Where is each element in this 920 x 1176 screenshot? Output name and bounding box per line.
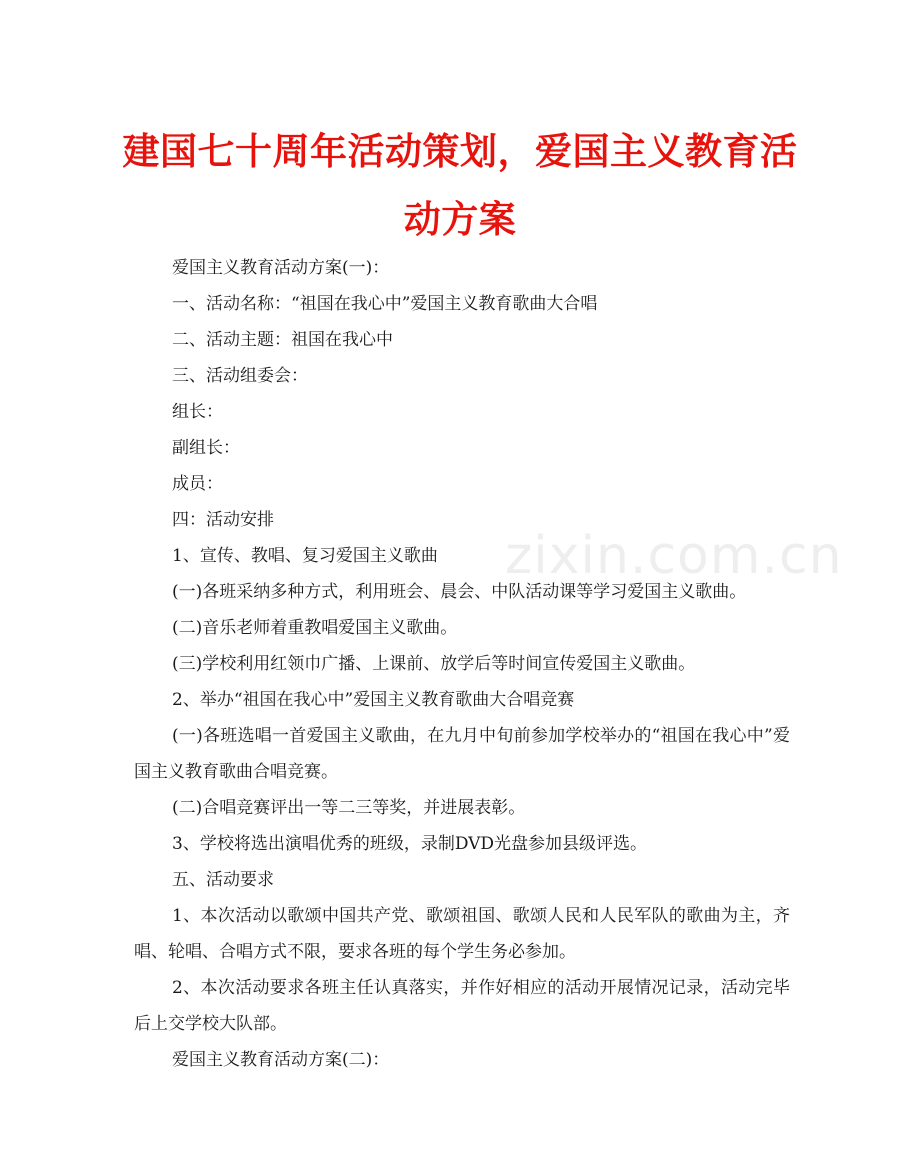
- paragraph: 3、学校将选出演唱优秀的班级，录制DVD光盘参加县级评选。: [172, 834, 648, 854]
- paragraph: 一、活动名称：“祖国在我心中”爱国主义教育歌曲大合唱: [172, 294, 598, 314]
- paragraph: 2、本次活动要求各班主任认真落实，并作好相应的活动开展情况记录，活动完毕后上交学校大队部。: [134, 978, 790, 1034]
- watermark: zixin.com.cn: [505, 526, 843, 586]
- paragraph: 二、活动主题：祖国在我心中: [172, 330, 393, 350]
- document-body: [134, 250, 790, 1078]
- paragraph: (一)各班采纳多种方式，利用班会、晨会、中队活动课等学习爱国主义歌曲。: [172, 582, 747, 602]
- paragraph: (一)各班选唱一首爱国主义歌曲，在九月中旬前参加学校举办的“祖国在我心中”爱国主义教育歌曲合唱竞赛。: [134, 726, 790, 782]
- paragraph: 2、举办“祖国在我心中”爱国主义教育歌曲大合唱竞赛: [172, 690, 575, 710]
- paragraph: 三、活动组委会：: [172, 366, 308, 386]
- paragraph: 爱国主义教育活动方案(一)：: [172, 258, 390, 278]
- paragraph: 成员：: [172, 474, 223, 494]
- paragraph: 1、本次活动以歌颂中国共产党、歌颂祖国、歌颂人民和人民军队的歌曲为主，齐唱、轮唱、合唱方式不限，要求各班的每个学生务必参加。: [134, 906, 790, 962]
- paragraph: 1、宣传、教唱、复习爱国主义歌曲: [172, 546, 438, 566]
- paragraph: 副组长：: [172, 438, 240, 458]
- paragraph: 组长：: [172, 402, 223, 422]
- paragraph: (二)合唱竞赛评出一等二三等奖，并进展表彰。: [172, 798, 526, 818]
- paragraph: (二)音乐老师着重教唱爱国主义歌曲。: [172, 618, 458, 638]
- paragraph: 四：活动安排: [172, 510, 274, 530]
- document-title: 建国七十周年活动策划，爱国主义教育活动方案: [122, 130, 798, 241]
- paragraph: (三)学校利用红领巾广播、上课前、放学后等时间宣传爱国主义歌曲。: [172, 654, 696, 674]
- paragraph: 爱国主义教育活动方案(二)：: [172, 1050, 390, 1070]
- paragraph: 五、活动要求: [172, 870, 274, 890]
